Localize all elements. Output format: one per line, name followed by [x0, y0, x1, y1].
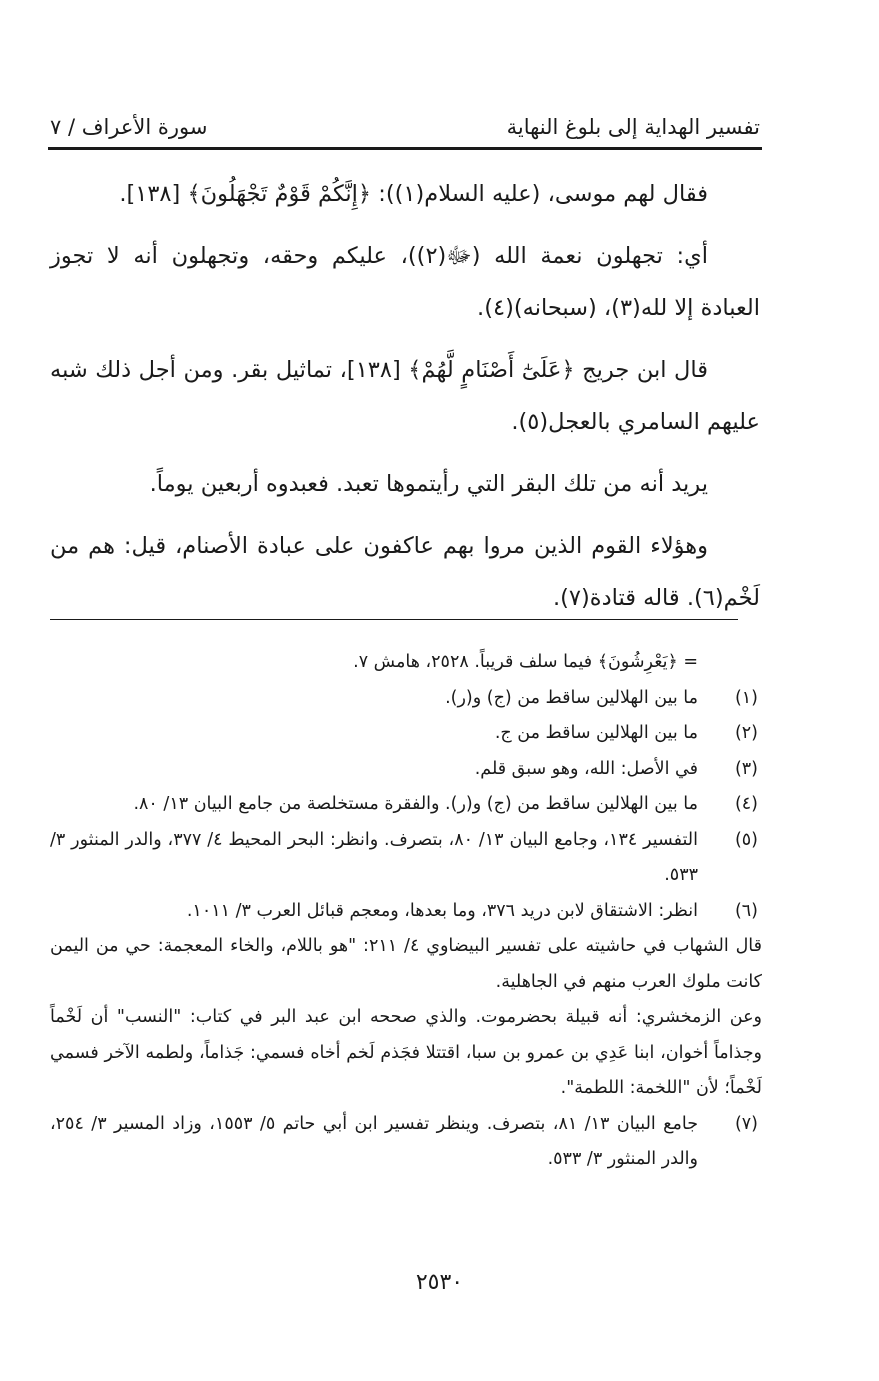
footnote-item — [50, 1107, 762, 1178]
footnote-number: (٧) — [734, 1113, 758, 1134]
footnote-number: (١) — [734, 687, 758, 708]
footnote-number: (٥) — [734, 829, 758, 850]
footnote-rule — [50, 619, 738, 620]
footnote-extra-paragraph: وعن الزمخشري: أنه قبيلة بحضرموت. والذي صححه ابن عبد البر في كتاب: "النسب" أن لَخْماً وجذاماً أخوان، ابنا عَدِي بن عمرو بن سبا، اقتتلا فجَذم لَخم أخاه فسمي: جَذاماً، ولطمه الآخر فسمي لَخْماً؛ لأن "اللخمة: اللطمة". — [50, 1007, 762, 1098]
footnote-text: ما بين الهلالين ساقط من (ج) و(ر). والفقرة مستخلصة من جامع البيان ١٣/ ٨٠. — [133, 794, 698, 814]
footnote-item — [50, 681, 762, 717]
footnote-item — [50, 752, 762, 788]
footnote-text: التفسير ١٣٤، وجامع البيان ١٣/ ٨٠، بتصرف. وانظر: البحر المحيط ٤/ ٣٧٧، والدر المنثور ٣/ ٥٣٣. — [50, 829, 698, 885]
running-header — [50, 112, 760, 142]
footnote-item — [50, 894, 762, 930]
main-text — [50, 168, 760, 634]
book-title: تفسير الهداية إلى بلوغ النهاية — [506, 115, 760, 139]
footnote-text: في الأصل: الله، وهو سبق قلم. — [474, 758, 698, 779]
surah-label: سورة الأعراف / ٧ — [50, 115, 208, 139]
main-paragraph: قال ابن جريج ﴿عَلَىٰٓ أَصْنَامٍ لَّهُمْ﴾ [١٣٨]، تماثيل بقر. ومن أجل ذلك شبه عليهم السامري بالعجل(٥). — [50, 357, 760, 435]
footnote-number: (٣) — [734, 758, 758, 779]
footnote-continuation — [50, 645, 762, 681]
main-paragraph: أي: تجهلون نعمة الله (ﷻ(٢))، عليكم وحقه، وتجهلون أنه لا تجوز العبادة إلا لله(٣)، (سبحانه)(٤). — [50, 243, 760, 321]
footnote-number: (٦) — [734, 900, 758, 921]
footnotes — [50, 645, 762, 1178]
footnote-number: (٢) — [734, 723, 758, 743]
footnote-item — [50, 787, 762, 823]
footnote-item — [50, 716, 762, 752]
main-paragraph: فقال لهم موسى، (عليه السلام(١)): ﴿إِنَّكُمْ قَوْمٌ تَجْهَلُونَ﴾ [١٣٨]. — [119, 181, 708, 207]
footnote-text: ما بين الهلالين ساقط من ج. — [494, 723, 698, 743]
footnote-text: ما بين الهلالين ساقط من (ج) و(ر). — [445, 687, 698, 708]
page-number: ٢٥٣٠ — [415, 1270, 464, 1295]
main-paragraph: يريد أنه من تلك البقر التي رأيتموها تعبد. فعبدوه أربعين يوماً. — [149, 471, 708, 497]
footnote-text: انظر: الاشتقاق لابن دريد ٣٧٦، وما بعدها، ومعجم قبائل العرب ٣/ ١٠١١. — [186, 900, 698, 921]
footnote-text: = ﴿يَعْرِشُونَ﴾ فيما سلف قريباً. ٢٥٢٨، هامش ٧. — [353, 652, 698, 672]
header-rule — [48, 147, 762, 150]
footnote-number: (٤) — [734, 794, 758, 814]
footnote-text: جامع البيان ١٣/ ٨١، بتصرف. وينظر تفسير ابن أبي حاتم ٥/ ١٥٥٣، وزاد المسير ٣/ ٢٥٤، والدر المنثور ٣/ ٥٣٣. — [50, 1113, 699, 1169]
main-paragraph: وهؤلاء القوم الذين مروا بهم عاكفون على عبادة الأصنام، قيل: هم من لَخْم(٦). قاله قتادة(٧). — [50, 533, 760, 611]
footnote-extra-paragraph: قال الشهاب في حاشيته على تفسير البيضاوي ٤/ ٢١١: "هو باللام، والخاء المعجمة: حي من اليمن كانت ملوك العرب منهم في الجاهلية. — [50, 936, 762, 992]
footnote-item — [50, 823, 762, 894]
